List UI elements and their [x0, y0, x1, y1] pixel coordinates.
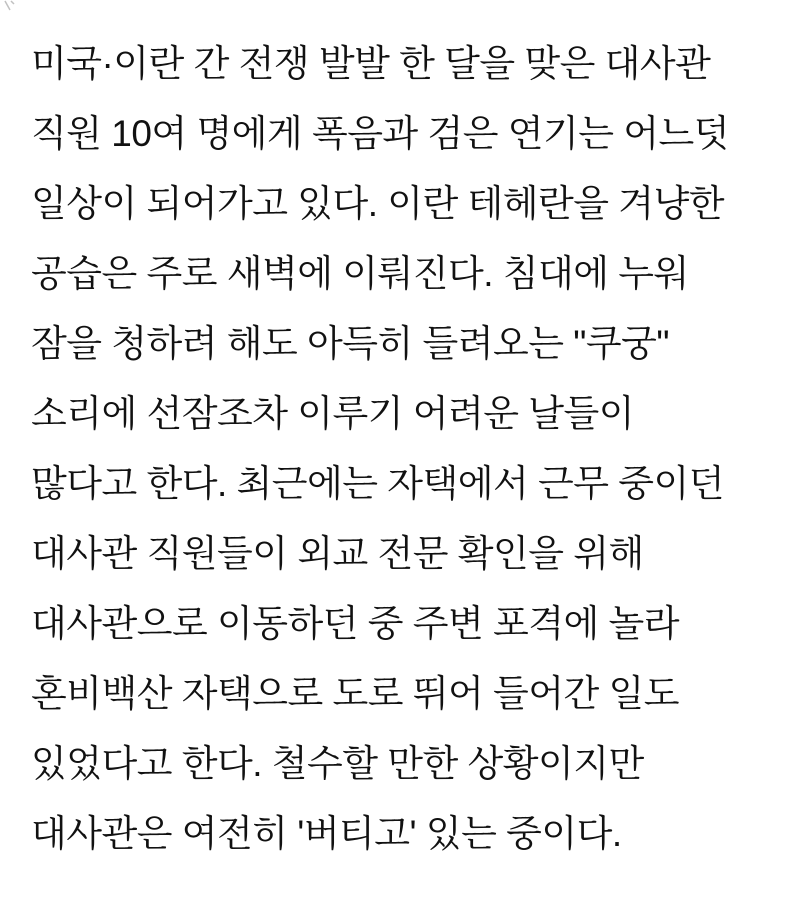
text-line: 소리에 선잠조차 이루기 어려운 날들이 — [31, 393, 634, 434]
text-line: 대사관 직원들이 외교 전문 확인을 위해 — [31, 533, 644, 574]
text-line: 일상이 되어가고 있다. 이란 테헤란을 겨냥한 — [31, 183, 725, 224]
text-line: 공습은 주로 새벽에 이뤄진다. 침대에 누워 — [31, 253, 689, 294]
text-line: 많다고 한다. 최근에는 자택에서 근무 중이던 — [31, 463, 725, 504]
text-line: 잠을 청하려 해도 아득히 들려오는 "쿠궁" — [31, 323, 670, 364]
text-line: 있었다고 한다. 철수할 만한 상황이지만 — [31, 743, 644, 784]
text-line: 혼비백산 자택으로 도로 뛰어 들어간 일도 — [31, 673, 680, 714]
text-line: 대사관으로 이동하던 중 주변 포격에 놀라 — [31, 603, 680, 644]
corner-artifact-mark — [2, 0, 16, 12]
article-text — [31, 29, 784, 869]
text-line: 직원 10여 명에게 폭음과 검은 연기는 어느덧 — [31, 113, 729, 154]
text-line: 미국·이란 간 전쟁 발발 한 달을 맞은 대사관 — [31, 43, 711, 84]
text-line: 대사관은 여전히 '버티고' 있는 중이다. — [31, 813, 622, 854]
